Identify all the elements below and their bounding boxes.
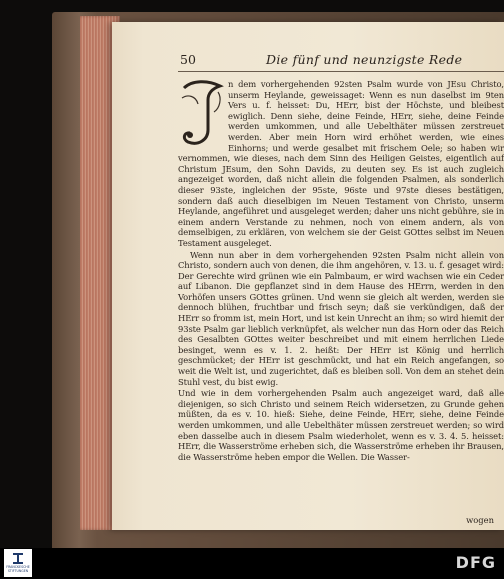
running-title: Die fünf und neunzigste Rede: [266, 52, 463, 67]
library-logo-text: FRANCKESCHE STIFTUNGEN: [6, 565, 30, 573]
catchword: wogen: [466, 515, 494, 525]
paragraph-2: Wenn nun aber in dem vorhergehenden 92sten Psalm nicht allein von Christo, sondern auch von denen, die ihm angehören, v. 13. u. f. gesaget wird: Der Gerechte wird grünen wie ein Palmbaum, er wird wachsen wie ein Ceder auf Libanon. Die gepflanzet sind in dem Hause des HErrn, werden in den Vorhöfen unsers GOttes grünen. Und wenn sie gleich alt werden, werden sie dennoch blühen, fruchtbar und frisch seyn; daß sie verkündigen, daß der HErr so fromm ist, mein Hort, und ist kein Unrecht an ihm; so wird hiemit der 93ste Psalm gar lieblich verknüpfet, als welcher nun das Horn oder das Reich des Gesalbten GOttes weiter beschreibet und mit einem herrlichen Liede besinget, wenn es v. 1. 2. heißt: Der HErr ist König und herrlich geschmücket; der HErr ist geschmückt, und hat ein Reich angefangen, so weit die Welt ist, und zugerichtet, daß es bleiben soll. Von dem an stehet dein Stuhl vest, du bist ewig.: [178, 249, 504, 387]
dfg-logo: DFG: [455, 553, 496, 572]
footer-bar: [0, 548, 504, 579]
body-text: [178, 79, 504, 462]
header-rule: [178, 71, 504, 72]
page-header: [180, 52, 500, 70]
book-page: [112, 22, 504, 530]
paragraph-1: n dem vorhergehenden 92sten Psalm wurde von JEsu Christo, unserm Heylande, geweissaget: Wenn es nun daselbst im 9ten Vers u. f. heisset: Du, HErr, bist der Höchste, und bleibest ewiglich. Denn siehe, deine Feinde, HErr, siehe, deine Feinde werden umkommen, und alle Uebelthäter müssen zerstreuet werden. Aber mein Horn wird erhöhet werden, wie eines Einhorns; und werde gesalbet mit frischem Oele; so haben wir vernommen, wie dieses, nach dem Sinn des Heiligen Geistes, eigentlich auf Christum JEsum, den Sohn Davids, zu deuten sey. Es ist auch zugleich angezeiget worden, daß nicht allein die folgenden Psalmen, als sonderlich dieser 93ste, ingleichen der 95ste, 96ste und 97ste dieses bestätigen, sondern daß auch dieselbigen im Neuen Testament von Christo, unserm Heylande, angeführet und ausgeleget werden; daher uns nicht gebühre, sie in einem andern Verstande zu nehmen, noch von einem andern, als von demselbigen, zu erklären, von welchem sie der Geist GOttes selbst im Neuen Testament ausgeleget.: [178, 79, 504, 248]
page-number: 50: [180, 52, 196, 67]
paragraph-3: Und wie in dem vorhergehenden Psalm auch angezeiget ward, daß alle diejenigen, so sich Christo und seinem Reich widersetzen, zu Grunde gehen müßten, da es v. 10. hieß: Siehe, deine Feinde, HErr, siehe, deine Feinde werden umkommen, und alle Uebelthäter müssen zerstreuet werden; so wird eben dasselbe auch in diesem Psalm wiederholet, wenn es v. 3. 4. 5. heisset: HErr, die Wasserströme erheben sich, die Wasserströme erheben ihr Brausen, die Wasserströme heben empor die Wellen. Die Wasser-: [178, 388, 504, 462]
